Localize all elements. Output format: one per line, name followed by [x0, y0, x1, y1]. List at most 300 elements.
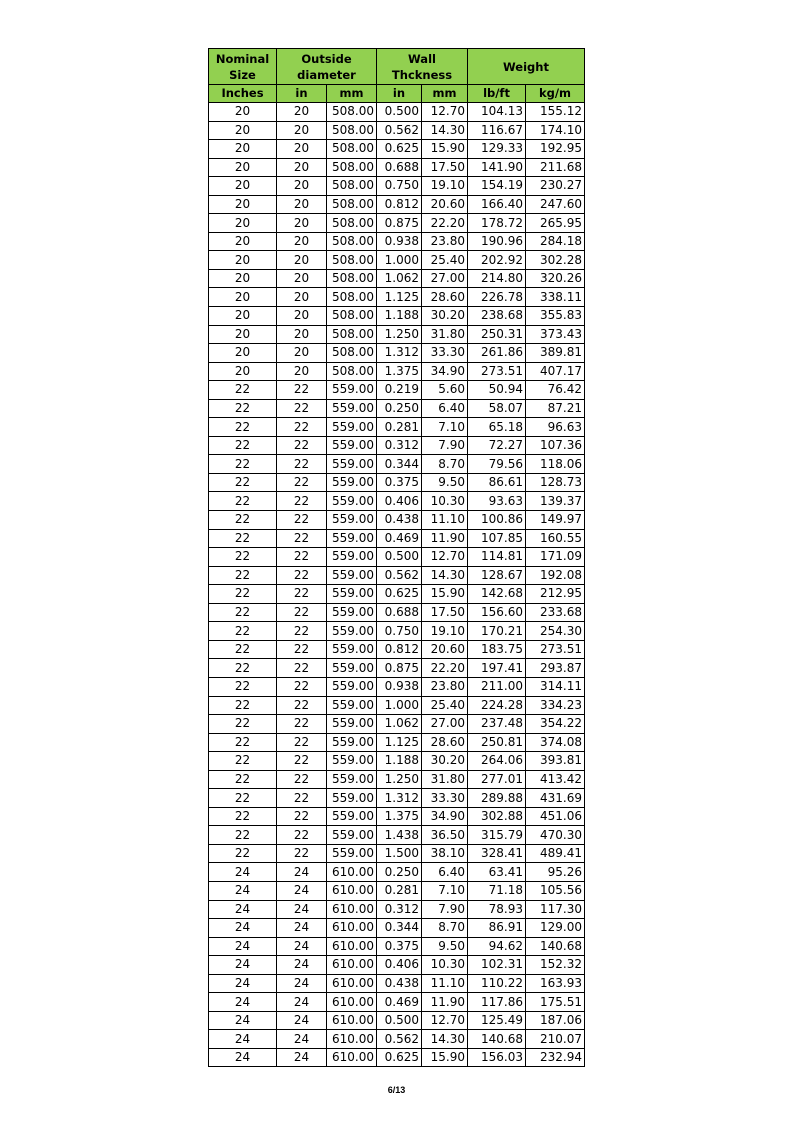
cell-wall-mm: 12.70	[422, 548, 468, 567]
table-row	[209, 436, 585, 455]
cell-wall-mm: 11.90	[422, 529, 468, 548]
cell-weight-kg-m: 155.12	[526, 103, 585, 122]
table-row	[209, 251, 585, 270]
cell-wall-mm: 19.10	[422, 177, 468, 196]
cell-wall-in: 0.500	[377, 1011, 422, 1030]
cell-weight-lb-ft: 156.03	[468, 1048, 526, 1067]
table-row	[209, 919, 585, 938]
cell-wall-in: 0.406	[377, 956, 422, 975]
cell-wall-mm: 25.40	[422, 696, 468, 715]
table-row	[209, 362, 585, 381]
cell-od-mm: 508.00	[327, 251, 377, 270]
cell-nominal-size: 22	[209, 511, 277, 530]
cell-wall-mm: 20.60	[422, 195, 468, 214]
cell-weight-lb-ft: 110.22	[468, 974, 526, 993]
cell-od-mm: 610.00	[327, 919, 377, 938]
cell-od-in: 22	[277, 640, 327, 659]
cell-weight-lb-ft: 250.31	[468, 325, 526, 344]
cell-od-in: 22	[277, 752, 327, 771]
cell-wall-in: 0.688	[377, 158, 422, 177]
cell-weight-lb-ft: 273.51	[468, 362, 526, 381]
unit-lb-ft: lb/ft	[468, 85, 526, 103]
cell-weight-kg-m: 212.95	[526, 585, 585, 604]
cell-nominal-size: 22	[209, 585, 277, 604]
cell-weight-lb-ft: 197.41	[468, 659, 526, 678]
cell-od-mm: 559.00	[327, 585, 377, 604]
cell-weight-kg-m: 293.87	[526, 659, 585, 678]
cell-wall-mm: 34.90	[422, 807, 468, 826]
cell-weight-lb-ft: 226.78	[468, 288, 526, 307]
cell-weight-kg-m: 95.26	[526, 863, 585, 882]
cell-od-mm: 559.00	[327, 603, 377, 622]
cell-od-mm: 508.00	[327, 195, 377, 214]
cell-od-in: 20	[277, 269, 327, 288]
cell-weight-kg-m: 129.00	[526, 919, 585, 938]
cell-wall-in: 0.250	[377, 399, 422, 418]
header-group-row	[209, 49, 585, 85]
cell-od-in: 24	[277, 1030, 327, 1049]
table-row	[209, 1048, 585, 1067]
cell-weight-lb-ft: 116.67	[468, 121, 526, 140]
cell-weight-lb-ft: 140.68	[468, 1030, 526, 1049]
cell-wall-in: 0.438	[377, 974, 422, 993]
cell-wall-in: 0.406	[377, 492, 422, 511]
cell-nominal-size: 20	[209, 103, 277, 122]
cell-weight-kg-m: 140.68	[526, 937, 585, 956]
table-row	[209, 733, 585, 752]
cell-nominal-size: 22	[209, 752, 277, 771]
cell-weight-lb-ft: 264.06	[468, 752, 526, 771]
cell-weight-kg-m: 389.81	[526, 344, 585, 363]
cell-nominal-size: 20	[209, 288, 277, 307]
cell-nominal-size: 22	[209, 696, 277, 715]
table-row	[209, 752, 585, 771]
cell-od-mm: 559.00	[327, 752, 377, 771]
cell-wall-mm: 22.20	[422, 214, 468, 233]
cell-nominal-size: 22	[209, 770, 277, 789]
cell-od-mm: 610.00	[327, 1011, 377, 1030]
cell-weight-kg-m: 265.95	[526, 214, 585, 233]
cell-weight-lb-ft: 237.48	[468, 715, 526, 734]
cell-od-mm: 559.00	[327, 455, 377, 474]
cell-wall-mm: 20.60	[422, 640, 468, 659]
cell-weight-kg-m: 163.93	[526, 974, 585, 993]
cell-wall-in: 0.219	[377, 381, 422, 400]
cell-od-mm: 559.00	[327, 826, 377, 845]
cell-nominal-size: 22	[209, 548, 277, 567]
table-row	[209, 214, 585, 233]
cell-wall-in: 0.812	[377, 195, 422, 214]
cell-weight-lb-ft: 141.90	[468, 158, 526, 177]
cell-wall-mm: 12.70	[422, 1011, 468, 1030]
cell-weight-lb-ft: 328.41	[468, 844, 526, 863]
cell-od-mm: 610.00	[327, 863, 377, 882]
cell-od-mm: 559.00	[327, 844, 377, 863]
cell-weight-kg-m: 233.68	[526, 603, 585, 622]
cell-od-mm: 508.00	[327, 344, 377, 363]
cell-wall-mm: 17.50	[422, 603, 468, 622]
cell-wall-mm: 15.90	[422, 585, 468, 604]
cell-weight-lb-ft: 224.28	[468, 696, 526, 715]
cell-wall-in: 0.469	[377, 529, 422, 548]
cell-wall-in: 1.000	[377, 251, 422, 270]
cell-weight-kg-m: 373.43	[526, 325, 585, 344]
cell-wall-in: 1.500	[377, 844, 422, 863]
cell-nominal-size: 22	[209, 677, 277, 696]
cell-od-in: 20	[277, 288, 327, 307]
cell-wall-in: 1.312	[377, 789, 422, 808]
cell-weight-lb-ft: 114.81	[468, 548, 526, 567]
cell-od-in: 22	[277, 492, 327, 511]
cell-nominal-size: 20	[209, 121, 277, 140]
cell-od-mm: 508.00	[327, 103, 377, 122]
cell-wall-mm: 33.30	[422, 344, 468, 363]
cell-od-in: 22	[277, 622, 327, 641]
cell-weight-lb-ft: 86.61	[468, 473, 526, 492]
cell-wall-in: 0.344	[377, 919, 422, 938]
cell-od-in: 22	[277, 381, 327, 400]
cell-weight-lb-ft: 79.56	[468, 455, 526, 474]
cell-nominal-size: 24	[209, 900, 277, 919]
cell-od-in: 22	[277, 770, 327, 789]
cell-od-mm: 559.00	[327, 770, 377, 789]
cell-weight-lb-ft: 156.60	[468, 603, 526, 622]
cell-wall-in: 0.344	[377, 455, 422, 474]
cell-wall-mm: 6.40	[422, 399, 468, 418]
cell-weight-kg-m: 451.06	[526, 807, 585, 826]
cell-weight-kg-m: 470.30	[526, 826, 585, 845]
cell-od-mm: 559.00	[327, 677, 377, 696]
unit-inches: Inches	[209, 85, 277, 103]
header-units-row	[209, 85, 585, 103]
cell-wall-mm: 7.10	[422, 881, 468, 900]
cell-wall-mm: 7.90	[422, 900, 468, 919]
cell-wall-in: 1.250	[377, 325, 422, 344]
header-wall-thickness: Wall Thckness	[377, 49, 468, 85]
cell-weight-kg-m: 171.09	[526, 548, 585, 567]
cell-weight-lb-ft: 72.27	[468, 436, 526, 455]
cell-wall-in: 0.625	[377, 1048, 422, 1067]
cell-wall-mm: 12.70	[422, 103, 468, 122]
cell-wall-mm: 11.10	[422, 974, 468, 993]
table-row	[209, 585, 585, 604]
cell-od-in: 22	[277, 715, 327, 734]
cell-wall-mm: 17.50	[422, 158, 468, 177]
cell-od-in: 24	[277, 1048, 327, 1067]
cell-wall-in: 1.125	[377, 288, 422, 307]
table-row	[209, 807, 585, 826]
cell-weight-lb-ft: 94.62	[468, 937, 526, 956]
cell-wall-mm: 5.60	[422, 381, 468, 400]
table-row	[209, 121, 585, 140]
cell-od-mm: 508.00	[327, 177, 377, 196]
cell-nominal-size: 24	[209, 863, 277, 882]
cell-weight-lb-ft: 78.93	[468, 900, 526, 919]
cell-wall-mm: 7.90	[422, 436, 468, 455]
cell-wall-mm: 33.30	[422, 789, 468, 808]
cell-weight-lb-ft: 63.41	[468, 863, 526, 882]
cell-wall-in: 0.250	[377, 863, 422, 882]
cell-od-mm: 508.00	[327, 214, 377, 233]
cell-nominal-size: 22	[209, 715, 277, 734]
cell-weight-lb-ft: 129.33	[468, 140, 526, 159]
cell-od-in: 22	[277, 585, 327, 604]
cell-od-mm: 559.00	[327, 622, 377, 641]
cell-od-mm: 559.00	[327, 492, 377, 511]
cell-nominal-size: 24	[209, 993, 277, 1012]
cell-wall-mm: 28.60	[422, 733, 468, 752]
cell-od-in: 20	[277, 121, 327, 140]
cell-weight-lb-ft: 238.68	[468, 307, 526, 326]
table-row	[209, 863, 585, 882]
cell-od-in: 22	[277, 455, 327, 474]
cell-od-mm: 508.00	[327, 158, 377, 177]
cell-od-in: 20	[277, 214, 327, 233]
cell-od-in: 24	[277, 956, 327, 975]
cell-od-in: 24	[277, 1011, 327, 1030]
cell-weight-kg-m: 107.36	[526, 436, 585, 455]
cell-weight-lb-ft: 214.80	[468, 269, 526, 288]
cell-wall-mm: 36.50	[422, 826, 468, 845]
cell-wall-mm: 30.20	[422, 307, 468, 326]
cell-weight-kg-m: 355.83	[526, 307, 585, 326]
header-weight: Weight	[468, 49, 585, 85]
cell-wall-in: 0.750	[377, 177, 422, 196]
cell-weight-kg-m: 96.63	[526, 418, 585, 437]
cell-od-mm: 559.00	[327, 399, 377, 418]
cell-wall-in: 0.562	[377, 1030, 422, 1049]
table-row	[209, 937, 585, 956]
cell-wall-mm: 34.90	[422, 362, 468, 381]
cell-od-in: 20	[277, 140, 327, 159]
cell-wall-in: 1.062	[377, 715, 422, 734]
cell-nominal-size: 22	[209, 399, 277, 418]
cell-wall-in: 0.938	[377, 232, 422, 251]
cell-wall-mm: 8.70	[422, 455, 468, 474]
table-row	[209, 844, 585, 863]
table-row	[209, 881, 585, 900]
cell-weight-lb-ft: 71.18	[468, 881, 526, 900]
cell-wall-mm: 14.30	[422, 121, 468, 140]
cell-od-in: 22	[277, 548, 327, 567]
cell-od-in: 20	[277, 344, 327, 363]
cell-weight-kg-m: 175.51	[526, 993, 585, 1012]
cell-od-in: 22	[277, 696, 327, 715]
cell-od-mm: 508.00	[327, 269, 377, 288]
cell-nominal-size: 22	[209, 473, 277, 492]
cell-weight-kg-m: 160.55	[526, 529, 585, 548]
cell-wall-mm: 31.80	[422, 325, 468, 344]
cell-nominal-size: 24	[209, 1030, 277, 1049]
cell-nominal-size: 22	[209, 418, 277, 437]
cell-weight-kg-m: 230.27	[526, 177, 585, 196]
cell-weight-kg-m: 232.94	[526, 1048, 585, 1067]
cell-weight-kg-m: 211.68	[526, 158, 585, 177]
cell-nominal-size: 20	[209, 195, 277, 214]
cell-wall-mm: 11.90	[422, 993, 468, 1012]
cell-wall-mm: 28.60	[422, 288, 468, 307]
cell-wall-in: 1.375	[377, 362, 422, 381]
cell-weight-lb-ft: 58.07	[468, 399, 526, 418]
cell-wall-in: 0.469	[377, 993, 422, 1012]
table-row	[209, 677, 585, 696]
pipe-dimension-table	[208, 48, 585, 1067]
table-row	[209, 140, 585, 159]
cell-weight-kg-m: 139.37	[526, 492, 585, 511]
table-row	[209, 1030, 585, 1049]
cell-od-in: 22	[277, 733, 327, 752]
cell-weight-lb-ft: 128.67	[468, 566, 526, 585]
cell-nominal-size: 22	[209, 603, 277, 622]
table-row	[209, 548, 585, 567]
table-row	[209, 288, 585, 307]
cell-weight-lb-ft: 211.00	[468, 677, 526, 696]
table-row	[209, 622, 585, 641]
cell-od-in: 22	[277, 807, 327, 826]
table-body	[209, 103, 585, 1067]
table-row	[209, 455, 585, 474]
cell-wall-in: 0.375	[377, 937, 422, 956]
cell-weight-lb-ft: 142.68	[468, 585, 526, 604]
cell-od-in: 22	[277, 566, 327, 585]
cell-nominal-size: 22	[209, 529, 277, 548]
cell-weight-lb-ft: 261.86	[468, 344, 526, 363]
cell-nominal-size: 22	[209, 733, 277, 752]
cell-od-mm: 559.00	[327, 715, 377, 734]
cell-od-mm: 610.00	[327, 1048, 377, 1067]
cell-nominal-size: 22	[209, 566, 277, 585]
cell-od-mm: 559.00	[327, 418, 377, 437]
cell-od-in: 20	[277, 177, 327, 196]
cell-nominal-size: 20	[209, 344, 277, 363]
cell-od-in: 24	[277, 900, 327, 919]
cell-nominal-size: 24	[209, 919, 277, 938]
cell-nominal-size: 22	[209, 455, 277, 474]
cell-wall-in: 1.188	[377, 307, 422, 326]
cell-weight-lb-ft: 102.31	[468, 956, 526, 975]
cell-weight-kg-m: 314.11	[526, 677, 585, 696]
cell-wall-in: 0.812	[377, 640, 422, 659]
cell-od-in: 20	[277, 195, 327, 214]
cell-weight-kg-m: 320.26	[526, 269, 585, 288]
cell-wall-in: 1.375	[377, 807, 422, 826]
cell-weight-lb-ft: 107.85	[468, 529, 526, 548]
cell-weight-kg-m: 407.17	[526, 362, 585, 381]
table-row	[209, 399, 585, 418]
cell-od-in: 20	[277, 307, 327, 326]
cell-od-in: 22	[277, 473, 327, 492]
cell-wall-in: 0.875	[377, 659, 422, 678]
cell-weight-kg-m: 210.07	[526, 1030, 585, 1049]
cell-od-in: 22	[277, 436, 327, 455]
cell-nominal-size: 22	[209, 640, 277, 659]
cell-od-in: 22	[277, 511, 327, 530]
cell-nominal-size: 22	[209, 789, 277, 808]
cell-od-mm: 559.00	[327, 807, 377, 826]
cell-nominal-size: 24	[209, 974, 277, 993]
cell-nominal-size: 22	[209, 381, 277, 400]
table-row	[209, 195, 585, 214]
cell-wall-in: 0.562	[377, 121, 422, 140]
cell-od-mm: 508.00	[327, 307, 377, 326]
cell-od-in: 20	[277, 251, 327, 270]
header-nominal-size: Nominal Size	[209, 49, 277, 85]
table-row	[209, 826, 585, 845]
header-outside-diameter: Outside diameter	[277, 49, 377, 85]
cell-od-mm: 508.00	[327, 362, 377, 381]
cell-wall-mm: 27.00	[422, 715, 468, 734]
table-row	[209, 492, 585, 511]
cell-od-in: 22	[277, 789, 327, 808]
cell-od-mm: 610.00	[327, 900, 377, 919]
cell-nominal-size: 20	[209, 251, 277, 270]
table-row	[209, 177, 585, 196]
cell-od-mm: 610.00	[327, 956, 377, 975]
cell-weight-lb-ft: 250.81	[468, 733, 526, 752]
cell-nominal-size: 24	[209, 1048, 277, 1067]
cell-od-mm: 508.00	[327, 232, 377, 251]
cell-od-mm: 559.00	[327, 789, 377, 808]
cell-wall-mm: 10.30	[422, 492, 468, 511]
cell-wall-mm: 8.70	[422, 919, 468, 938]
cell-weight-kg-m: 393.81	[526, 752, 585, 771]
cell-nominal-size: 22	[209, 622, 277, 641]
table-row	[209, 511, 585, 530]
cell-od-in: 20	[277, 362, 327, 381]
cell-od-mm: 610.00	[327, 974, 377, 993]
cell-weight-kg-m: 247.60	[526, 195, 585, 214]
cell-od-in: 20	[277, 325, 327, 344]
cell-weight-kg-m: 192.95	[526, 140, 585, 159]
cell-nominal-size: 24	[209, 881, 277, 900]
cell-nominal-size: 20	[209, 325, 277, 344]
cell-nominal-size: 22	[209, 436, 277, 455]
cell-wall-mm: 23.80	[422, 677, 468, 696]
cell-od-in: 22	[277, 844, 327, 863]
cell-od-mm: 559.00	[327, 640, 377, 659]
unit-od-mm: mm	[327, 85, 377, 103]
cell-weight-kg-m: 128.73	[526, 473, 585, 492]
cell-wall-mm: 7.10	[422, 418, 468, 437]
cell-od-mm: 559.00	[327, 548, 377, 567]
cell-weight-kg-m: 149.97	[526, 511, 585, 530]
cell-wall-mm: 15.90	[422, 140, 468, 159]
table-row	[209, 659, 585, 678]
cell-wall-mm: 27.00	[422, 269, 468, 288]
cell-weight-kg-m: 273.51	[526, 640, 585, 659]
table-row	[209, 381, 585, 400]
cell-nominal-size: 22	[209, 844, 277, 863]
cell-wall-in: 0.312	[377, 900, 422, 919]
cell-od-in: 24	[277, 993, 327, 1012]
table-row	[209, 1011, 585, 1030]
table-row	[209, 307, 585, 326]
cell-od-in: 22	[277, 826, 327, 845]
cell-weight-lb-ft: 190.96	[468, 232, 526, 251]
cell-od-in: 22	[277, 529, 327, 548]
cell-od-mm: 610.00	[327, 993, 377, 1012]
table-row	[209, 900, 585, 919]
cell-od-mm: 559.00	[327, 733, 377, 752]
cell-nominal-size: 24	[209, 1011, 277, 1030]
cell-od-mm: 559.00	[327, 473, 377, 492]
table-row	[209, 158, 585, 177]
table-row	[209, 418, 585, 437]
cell-wall-mm: 14.30	[422, 566, 468, 585]
cell-weight-kg-m: 284.18	[526, 232, 585, 251]
cell-od-mm: 610.00	[327, 881, 377, 900]
cell-wall-in: 1.062	[377, 269, 422, 288]
